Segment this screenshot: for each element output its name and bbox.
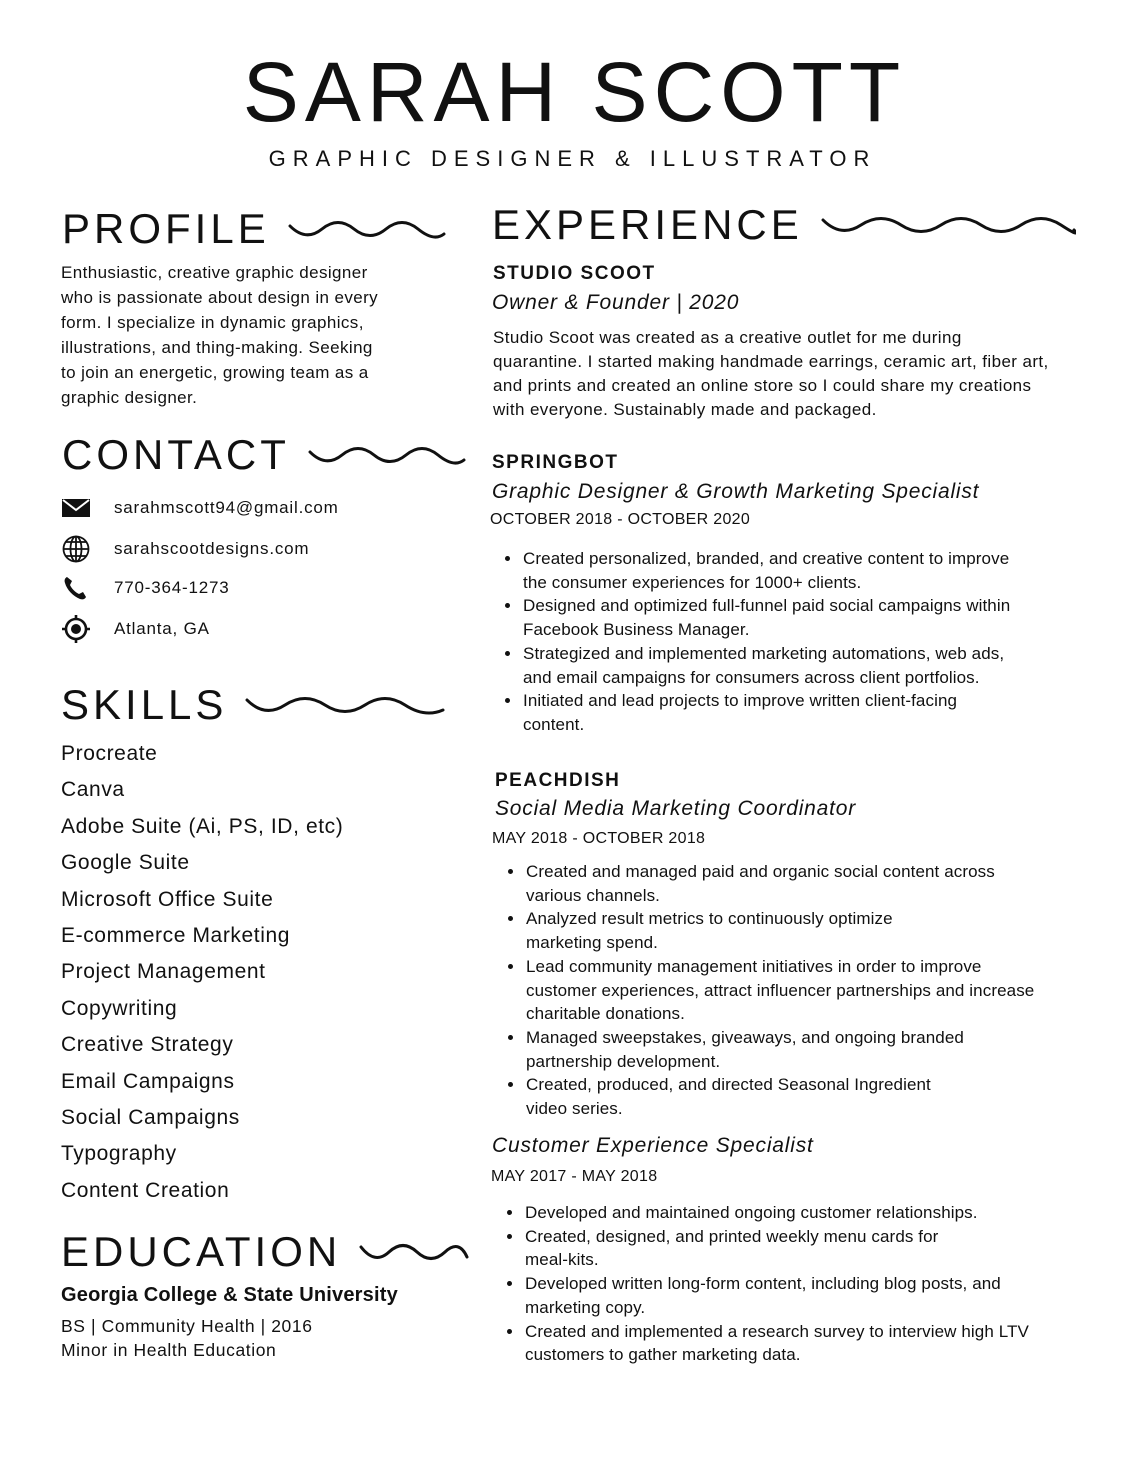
bullet-line: marketing spend.: [526, 933, 659, 953]
email-text[interactable]: sarahmscott94@gmail.com: [114, 498, 339, 517]
bullet-item: [524, 1320, 1139, 1367]
job-dates: MAY 2017 - MAY 2018: [491, 1168, 658, 1185]
phone-text[interactable]: 770-364-1273: [114, 578, 230, 597]
bullet-item: [525, 860, 1139, 907]
wave-divider-icon: [359, 1241, 469, 1263]
bullet-line: Developed and maintained ongoing customer relationships.: [525, 1203, 978, 1222]
company-name: STUDIO SCOOT: [493, 263, 656, 284]
profile-title: PROFILE: [62, 205, 270, 252]
job-dates: OCTOBER 2018 - OCTOBER 2020: [490, 511, 751, 528]
bullet-line: video series.: [526, 1099, 623, 1119]
contact-phone[interactable]: [61, 573, 230, 603]
bullet-item: [525, 907, 1139, 954]
bullet-line: Strategized and implemented marketing automations, web ads,: [523, 643, 1005, 663]
bullet-line: Analyzed result metrics to continuously optimize: [526, 909, 893, 929]
skill-item: Procreate: [61, 742, 158, 765]
skills-title: SKILLS: [61, 681, 228, 728]
envelope-icon: [61, 493, 91, 523]
bullet-item: [525, 1073, 1139, 1120]
location-text: Atlanta, GA: [114, 619, 210, 638]
job-bullets: [494, 1201, 1139, 1367]
globe-icon: [61, 534, 91, 564]
studio-description: [493, 326, 1118, 422]
bullet-line: marketing copy.: [525, 1297, 646, 1317]
degree-text: BS | Community Health | 2016: [61, 1316, 313, 1336]
bullet-line: Created personalized, branded, and creative content to improve: [523, 549, 1010, 568]
description-line: with everyone. Sustainably made and packaged.: [493, 400, 877, 419]
bullet-line: Created, produced, and directed Seasonal Ingredient: [526, 1075, 931, 1095]
skill-item: Email Campaigns: [61, 1069, 235, 1093]
profile-text: [61, 260, 461, 410]
wave-divider-icon: [308, 444, 466, 466]
profile-line: Enthusiastic, creative graphic designer: [61, 263, 368, 282]
description-line: and prints and created an online store so I could share my creations: [493, 376, 1032, 395]
experience-title: EXPERIENCE: [492, 201, 803, 248]
bullet-line: Facebook Business Manager.: [523, 620, 750, 640]
bullet-line: customer experiences, attract influencer partnerships and increase: [526, 980, 1035, 1000]
education-title: EDUCATION: [61, 1228, 342, 1275]
bullet-line: customers to gather marketing data.: [525, 1345, 801, 1365]
bullet-line: Designed and optimized full-funnel paid social campaigns within: [523, 596, 1011, 616]
bullet-item: [524, 1201, 1139, 1225]
bullet-line: and email campaigns for consumers across client portfolios.: [523, 667, 980, 687]
job-role: Customer Experience Specialist: [492, 1134, 814, 1157]
contact-email[interactable]: [61, 493, 339, 523]
skill-item: Social Campaigns: [61, 1106, 240, 1130]
description-line: quarantine. I started making handmade earrings, ceramic art, fiber art,: [493, 352, 1049, 371]
skill-item: Typography: [61, 1142, 177, 1166]
experience-heading: [492, 201, 1076, 248]
contact-website[interactable]: [61, 534, 310, 564]
bullet-line: charitable donations.: [526, 1004, 685, 1024]
job-bullets: [495, 860, 1139, 1121]
skill-item: Microsoft Office Suite: [61, 887, 274, 911]
skill-item: Copywriting: [61, 996, 178, 1020]
phone-icon: [61, 573, 91, 603]
job-role: Social Media Marketing Coordinator: [495, 797, 857, 820]
resume-header: [0, 45, 1139, 171]
job-dates: MAY 2018 - OCTOBER 2018: [492, 830, 706, 847]
bullet-line: partnership development.: [526, 1051, 721, 1071]
description-line: Studio Scoot was created as a creative outlet for me during: [493, 328, 962, 347]
bullet-line: various channels.: [526, 885, 660, 905]
profile-line: form. I specialize in dynamic graphics,: [61, 313, 364, 332]
profile-heading: [62, 205, 446, 252]
school-name: Georgia College & State University: [61, 1284, 398, 1306]
company-name: PEACHDISH: [495, 770, 621, 791]
bullet-line: Created and implemented a research survey to interview high LTV: [525, 1321, 1029, 1341]
bullet-item: [525, 1026, 1139, 1073]
skill-item: Project Management: [61, 960, 266, 984]
skill-item: Creative Strategy: [61, 1033, 234, 1057]
bullet-item: [524, 1225, 1139, 1272]
profile-line: graphic designer.: [61, 388, 198, 407]
profile-line: illustrations, and thing-making. Seeking: [61, 338, 373, 357]
skills-list: [61, 736, 343, 1209]
skill-item: E-commerce Marketing: [61, 924, 291, 948]
contact-location: [61, 614, 210, 644]
skills-heading: [61, 681, 445, 728]
minor-text: Minor in Health Education: [61, 1340, 277, 1360]
bullet-line: the consumer experiences for 1000+ clients.: [523, 572, 862, 592]
bullet-item: [522, 547, 1122, 594]
education-heading: [61, 1228, 469, 1275]
company-name: SPRINGBOT: [492, 452, 619, 473]
skill-item: Adobe Suite (Ai, PS, ID, etc): [61, 814, 344, 838]
wave-divider-icon: [288, 218, 446, 240]
job-role: Graphic Designer & Growth Marketing Specialist: [492, 480, 980, 503]
bullet-line: Developed written long-form content, including blog posts, and: [525, 1274, 1001, 1294]
candidate-name: SARAH SCOTT: [242, 45, 907, 139]
job-bullets: [492, 547, 1122, 737]
job-role: Owner & Founder | 2020: [492, 291, 740, 314]
skill-item: Content Creation: [61, 1178, 230, 1202]
bullet-line: Lead community management initiatives in order to improve: [526, 956, 982, 976]
skill-item: Google Suite: [61, 851, 190, 875]
bullet-item: [524, 1272, 1139, 1319]
wave-divider-icon: [821, 214, 1076, 236]
profile-line: who is passionate about design in every: [61, 288, 379, 307]
bullet-line: content.: [523, 714, 585, 734]
bullet-line: Created, designed, and printed weekly menu cards for: [525, 1226, 939, 1246]
bullet-item: [522, 642, 1122, 689]
bullet-item: [522, 594, 1122, 641]
skill-item: Canva: [61, 778, 125, 802]
wave-divider-icon: [245, 694, 445, 716]
profile-line: to join an energetic, growing team as a: [61, 363, 369, 382]
contact-title: CONTACT: [62, 431, 290, 478]
bullet-line: Initiated and lead projects to improve written client-facing: [523, 691, 958, 711]
bullet-line: meal-kits.: [525, 1250, 599, 1270]
candidate-title: GRAPHIC DESIGNER & ILLUSTRATOR: [268, 146, 877, 171]
bullet-item: [525, 955, 1139, 1026]
bullet-line: Managed sweepstakes, giveaways, and ongoing branded: [526, 1027, 964, 1047]
contact-heading: [62, 431, 466, 478]
bullet-line: Created and managed paid and organic social content across: [526, 862, 995, 881]
website-text[interactable]: sarahscootdesigns.com: [114, 539, 310, 558]
location-target-icon: [61, 614, 91, 644]
bullet-item: [522, 689, 1122, 736]
